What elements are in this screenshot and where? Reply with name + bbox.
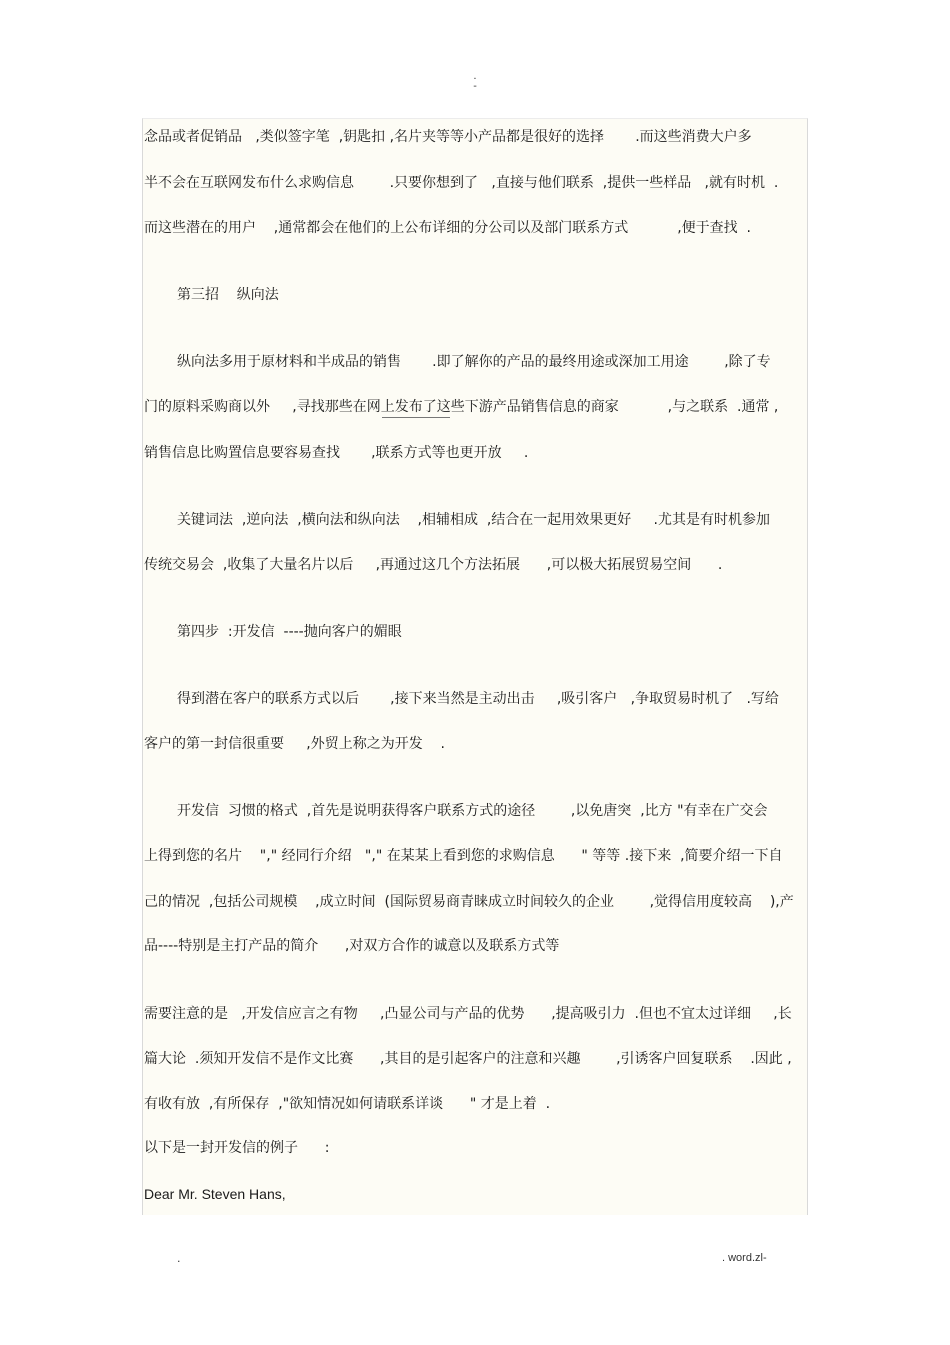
paragraph-line: 需要注意的是 ,开发信应言之有物 ,凸显公司与产品的优势 ,提高吸引力 .但也不宜太过详细 ,长 [144, 1006, 792, 1022]
section-heading-third: 第三招 纵向法 [177, 287, 279, 303]
paragraph-line: 己的情况 ,包括公司规模 ,成立时间 (国际贸易商青睐成立时间较久的企业 ,觉得信用度较高 ),产 [144, 894, 794, 910]
paragraph-line: 关键词法 ,逆向法 ,横向法和纵向法 ,相辅相成 ,结合在一起用效果更好 .尤其是有时机参加 [177, 512, 771, 528]
section-heading-fourth: 第四步 :开发信 ----抛向客户的媚眼 [177, 624, 402, 640]
text-underline [382, 417, 450, 418]
paragraph-line: 销售信息比购置信息要容易查找 ,联系方式等也更开放 . [144, 445, 529, 461]
header-mark [0, 72, 950, 92]
paragraph-line: 有收有放 ,有所保存 ,"欲知情况如何请联系详谈 " 才是上着 . [144, 1096, 551, 1112]
paragraph-line: 开发信 习惯的格式 ,首先是说明获得客户联系方式的途径 ,以免唐突 ,比方 "有幸在广交会 [177, 803, 768, 819]
paragraph-line: 以下是一封开发信的例子 : [144, 1140, 330, 1156]
header-mark-bottom: - [473, 81, 477, 92]
paragraph-line: 得到潜在客户的联系方式以后 ,接下来当然是主动出击 ,吸引客户 ,争取贸易时机了 .写给 [177, 691, 779, 707]
paragraph-line: 纵向法多用于原材料和半成品的销售 .即了解你的产品的最终用途或深加工用途 ,除了专 [177, 354, 771, 370]
paragraph-line: 品----特别是主打产品的简介 ,对双方合作的诚意以及联系方式等 [144, 938, 560, 954]
letter-salutation: Dear Mr. Steven Hans, [144, 1186, 286, 1202]
header-mark-top: . [473, 71, 477, 82]
paragraph-line: 传统交易会 ,收集了大量名片以后 ,再通过这几个方法拓展 ,可以极大拓展贸易空间 . [144, 557, 723, 573]
paragraph-line: 半不会在互联网发布什么求购信息 .只要你想到了 ,直接与他们联系 ,提供一些样品 ,就有时机 . [144, 175, 779, 191]
paragraph-line: 而这些潜在的用户 ,通常都会在他们的上公布详细的分公司以及部门联系方式 ,便于查找 . [144, 220, 752, 236]
paragraph-line: 客户的第一封信很重要 ,外贸上称之为开发 . [144, 736, 445, 752]
paragraph-line: 念品或者促销品 ,类似签字笔 ,钥匙扣 ,名片夹等等小产品都是很好的选择 .而这些消费大户多 [144, 129, 752, 145]
footer-right: . word.zl- [722, 1252, 767, 1264]
paragraph-line: 上得到您的名片 "," 经同行介绍 "," 在某某上看到您的求购信息 " 等等 .接下来 ,简要介绍一下自 [144, 848, 783, 864]
footer-left: . [177, 1252, 181, 1265]
paragraph-line: 门的原料采购商以外 ,寻找那些在网上发布了这些下游产品销售信息的商家 ,与之联系 .通常 , [144, 399, 779, 415]
paragraph-line: 篇大论 .须知开发信不是作文比赛 ,其目的是引起客户的注意和兴趣 ,引诱客户回复联系 .因此 , [144, 1051, 792, 1067]
